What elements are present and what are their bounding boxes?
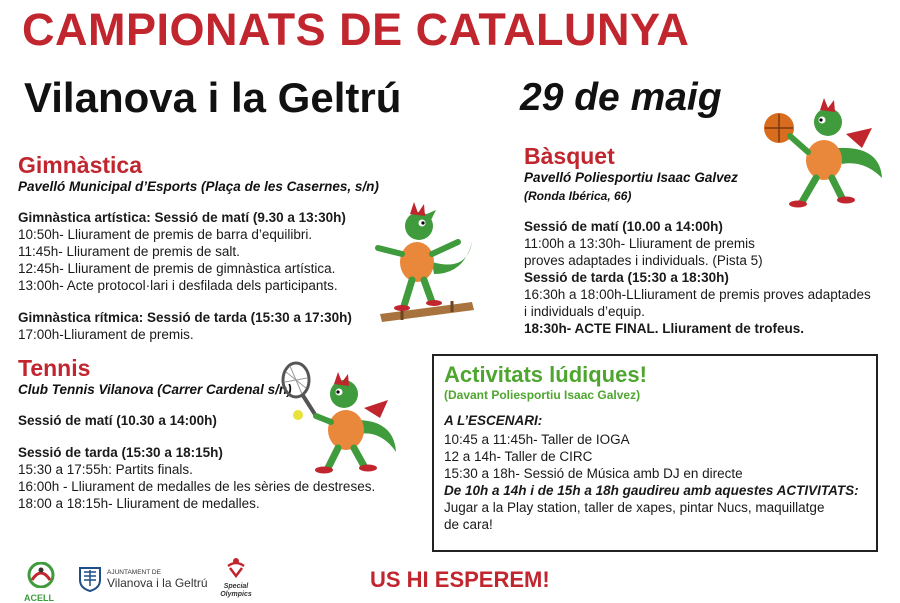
list-item: Jugar a la Play station, taller de xapes, pintar Nucs, maquillatge	[444, 500, 825, 515]
gymnastics-heading: Gimnàstica	[18, 152, 142, 178]
aceli-logo-icon	[24, 562, 58, 588]
list-item: 12:45h- Lliurament de premis de gimnàstica artística.	[18, 261, 336, 276]
list-item: 12 a 14h- Taller de CIRC	[444, 449, 593, 464]
basketball-address: (Ronda Ibérica, 66)	[524, 189, 632, 203]
list-item: 15:30 a 17:55h: Partits finals.	[18, 462, 193, 477]
list-item: 16:30h a 18:00h-LLliurament de premis proves adaptades	[524, 287, 871, 302]
activities-highlight: De 10h a 14h i de 15h a 18h gaudireu amb aquestes ACTIVITATS:	[444, 483, 859, 498]
mascot-basketball-icon	[762, 98, 887, 216]
aceli-logo	[24, 562, 60, 603]
basketball-afternoon-session: Sessió de tarda (15:30 a 18:30h)	[524, 270, 729, 285]
aceli-logo-text: ACELL	[24, 593, 54, 603]
basketball-venue: Pavelló Poliesportiu Isaac Galvez	[524, 170, 738, 185]
mascot-tennis-icon	[276, 360, 406, 480]
tennis-morning-session: Sessió de matí (10.30 a 14:00h)	[18, 413, 217, 428]
list-item: 10:45 a 11:45h- Taller de IOGA	[444, 432, 630, 447]
stage-label: A L’ESCENARI:	[444, 413, 543, 428]
activities-heading: Activitats lúdiques!	[444, 362, 647, 387]
special-olympics-line2: Olympics	[220, 591, 252, 598]
basketball-final: 18:30h- ACTE FINAL. Lliurament de trofeus.	[524, 321, 805, 336]
city-name: Vilanova i la Geltrú	[24, 74, 402, 121]
basketball-heading: Bàsquet	[524, 143, 615, 169]
ajuntament-logo	[78, 566, 208, 592]
gymnastics-venue: Pavelló Municipal d’Esports (Plaça de les Casernes, s/n)	[18, 179, 379, 194]
footer-cta: US HI ESPEREM!	[370, 567, 550, 592]
activities-box	[432, 354, 878, 552]
event-date: 29 de maig	[520, 76, 722, 119]
ajuntament-name: Vilanova i la Geltrú	[107, 575, 208, 590]
special-olympics-logo	[214, 556, 258, 599]
list-item: 15:30 a 18h- Sessió de Música amb DJ en directe	[444, 466, 743, 481]
list-item: 11:00h a 13:30h- Lliurament de premis	[524, 236, 755, 251]
list-item: 17:00h-Lliurament de premis.	[18, 327, 194, 342]
list-item: 10:50h- Lliurament de premis de barra d’equilibri.	[18, 227, 313, 242]
special-olympics-line1: Special	[223, 583, 249, 590]
activities-venue: (Davant Poliesportiu Isaac Galvez)	[444, 388, 641, 402]
ajuntament-shield-icon	[78, 566, 102, 592]
list-item: 11:45h- Lliurament de premis de salt.	[18, 244, 240, 259]
list-item: 18:00 a 18:15h- Lliurament de medalles.	[18, 496, 260, 511]
gymnastics-section	[18, 152, 379, 343]
rhythmic-session: Gimnàstica rítmica: Sessió de tarda (15:30 a 17:30h)	[18, 310, 352, 325]
page-title: CAMPIONATS DE CATALUNYA	[22, 4, 690, 55]
tennis-venue: Club Tennis Vilanova (Carrer Cardenal s/n)	[18, 382, 292, 397]
list-item: 13:00h- Acte protocol·lari i desfilada dels participants.	[18, 278, 338, 293]
tennis-afternoon-session: Sessió de tarda (15:30 a 18:15h)	[18, 445, 223, 460]
mascot-gymnastics-icon	[372, 202, 482, 327]
tennis-heading: Tennis	[18, 355, 91, 381]
list-item: proves adaptades i individuals. (Pista 5)	[524, 253, 763, 268]
basketball-morning-session: Sessió de matí (10.00 a 14:00h)	[524, 219, 723, 234]
list-item: de cara!	[444, 517, 493, 532]
ajuntament-label: AJUNTAMENT DE	[107, 568, 161, 576]
list-item: 16:00h - Lliurament de medalles de les sèries de destreses.	[18, 479, 376, 494]
special-olympics-icon	[224, 556, 248, 578]
list-item: i individuals d’equip.	[524, 304, 645, 319]
artistic-session: Gimnàstica artística: Sessió de matí (9.30 a 13:30h)	[18, 210, 346, 225]
